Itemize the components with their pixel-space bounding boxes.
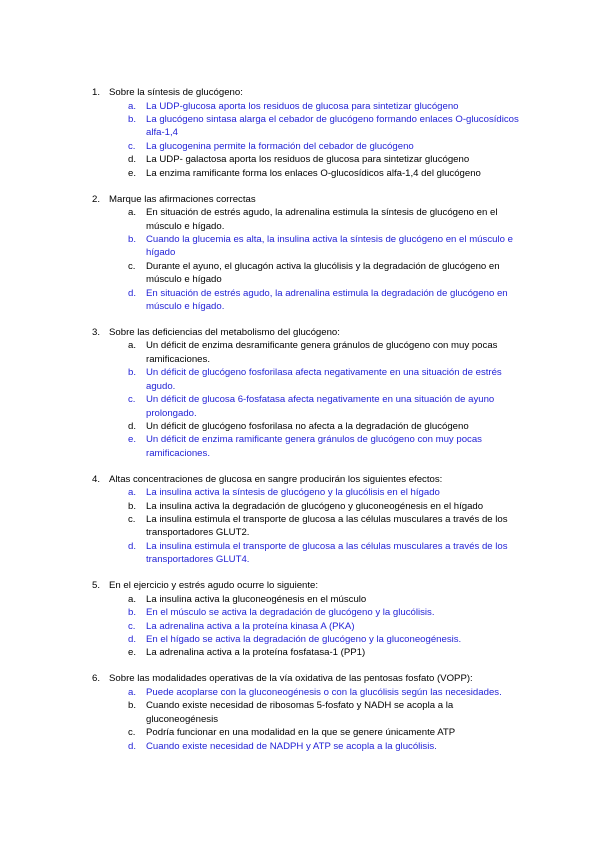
option-letter: d. (128, 540, 137, 552)
option-text: Un déficit de enzima desramificante genera gránulos de glucógeno con muy pocas ramificaciones. (146, 340, 498, 365)
option-letter: a. (128, 487, 137, 499)
option-letter: c. (128, 260, 136, 272)
option-text: La insulina activa la síntesis de glucógeno y la glucólisis en el hígado (146, 487, 440, 499)
answer-option (0, 233, 600, 260)
question-text: Altas concentraciones de glucosa en sangre producirán los siguientes efectos: (109, 473, 443, 485)
option-letter: d. (128, 287, 137, 299)
answer-option (0, 633, 600, 646)
answer-option (0, 740, 600, 753)
option-letter: d. (128, 154, 137, 166)
option-text: Cuando la glucemia es alta, la insulina activa la síntesis de glucógeno en el músculo e hígado (146, 233, 513, 259)
question-number: 1. (92, 87, 101, 98)
answer-option (0, 113, 600, 140)
answer-option (0, 500, 600, 513)
option-letter: b. (128, 607, 137, 619)
answer-option (0, 646, 600, 659)
answer-option (0, 513, 600, 540)
option-letter: a. (128, 207, 137, 219)
option-text: La UDP-glucosa aporta los residuos de glucosa para sintetizar glucógeno (146, 100, 459, 112)
question-6 (0, 672, 600, 753)
question-row (0, 193, 600, 207)
option-letter: a. (128, 593, 137, 605)
option-text: La insulina activa la degradación de glucógeno y gluconeogénesis en el hígado (146, 500, 484, 512)
document-body (0, 86, 600, 765)
answer-option (0, 699, 600, 726)
option-text: Puede acoplarse con la gluconeogénesis o con la glucólisis según las necesidades. (146, 686, 502, 698)
option-letter: c. (128, 514, 136, 526)
question-text: Sobre la síntesis de glucógeno: (109, 87, 243, 98)
answer-option (0, 726, 600, 739)
option-text: En situación de estrés agudo, la adrenalina estimula la degradación de glucógeno en músculo e hígado. (146, 287, 508, 312)
answer-option (0, 593, 600, 606)
question-number: 3. (92, 326, 101, 338)
question-row (0, 672, 600, 686)
answer-option (0, 206, 600, 233)
question-1 (0, 86, 600, 180)
answer-option (0, 366, 600, 393)
option-letter: d. (128, 740, 137, 752)
option-text: Podría funcionar en una modalidad en la que se genere únicamente ATP (146, 727, 456, 739)
question-row (0, 326, 600, 340)
option-letter: a. (128, 100, 137, 112)
question-row (0, 579, 600, 593)
question-text: Sobre las deficiencias del metabolismo del glucógeno: (109, 326, 340, 338)
answer-option (0, 486, 600, 499)
question-number: 2. (92, 193, 101, 205)
answer-option (0, 260, 600, 287)
question-number: 6. (92, 673, 101, 685)
option-text: Cuando existe necesidad de NADPH y ATP se acopla a la glucólisis. (146, 740, 437, 752)
option-letter: b. (128, 367, 137, 379)
question-text: En el ejercicio y estrés agudo ocurre lo siguiente: (109, 580, 319, 592)
question-2 (0, 193, 600, 314)
option-letter: a. (128, 686, 137, 698)
option-letter: e. (128, 647, 137, 659)
option-text: La glucógeno sintasa alarga el cebador de glucógeno formando enlaces O-glucosídicos alfa-1,4 (146, 114, 519, 139)
answer-option (0, 540, 600, 567)
answer-option (0, 606, 600, 619)
option-text: En el hígado se activa la degradación de glucógeno y la gluconeogénesis. (146, 633, 462, 645)
answer-option (0, 287, 600, 314)
answer-option (0, 167, 600, 180)
option-letter: e. (128, 167, 137, 179)
option-text: La adrenalina activa a la proteína kinasa A (PKA) (146, 620, 355, 632)
answer-option (0, 433, 600, 460)
option-letter: b. (128, 114, 137, 125)
question-row (0, 86, 600, 100)
option-text: La glucogenina permite la formación del cebador de glucógeno (146, 140, 414, 152)
question-text: Sobre las modalidades operativas de la vía oxidativa de las pentosas fosfato (VOPP): (109, 673, 473, 685)
answer-option (0, 153, 600, 166)
option-text: La insulina activa la gluconeogénesis en el músculo (146, 593, 367, 605)
option-letter: b. (128, 233, 137, 245)
option-text: Un déficit de glucógeno fosforilasa afecta negativamente en una situación de estrés agudo. (146, 367, 502, 392)
answer-option (0, 100, 600, 113)
answer-option (0, 420, 600, 433)
question-number: 5. (92, 580, 101, 592)
option-letter: d. (128, 633, 137, 645)
option-letter: c. (128, 140, 136, 152)
option-text: La insulina estimula el transporte de glucosa a las células musculares a través de los transportadores GLUT2. (146, 514, 508, 539)
option-text: Un déficit de enzima ramificante genera gránulos de glucógeno con muy pocas ramificaciones. (146, 434, 482, 459)
option-text: Durante el ayuno, el glucagón activa la glucólisis y la degradación de glucógeno en músculo e hígado (146, 260, 500, 286)
option-text: La adrenalina activa a la proteína fosfatasa-1 (PP1) (146, 647, 366, 659)
option-text: La insulina estimula el transporte de glucosa a las células musculares a través de los transportadores GLUT4. (146, 540, 508, 566)
question-5 (0, 579, 600, 660)
option-text: Cuando existe necesidad de ribosomas 5-fosfato y NADH se acopla a la gluconeogénesis (146, 700, 454, 725)
option-letter: d. (128, 420, 137, 432)
option-text: En situación de estrés agudo, la adrenalina estimula la síntesis de glucógeno en el músculo e hígado. (146, 207, 498, 232)
option-text: Un déficit de glucógeno fosforilasa no afecta a la degradación de glucógeno (146, 420, 469, 432)
question-4 (0, 473, 600, 567)
answer-option (0, 339, 600, 366)
option-text: Un déficit de glucosa 6-fosfatasa afecta negativamente en una situación de ayuno prolongado. (146, 394, 495, 419)
option-letter: b. (128, 500, 137, 512)
answer-option (0, 393, 600, 420)
option-text: En el músculo se activa la degradación de glucógeno y la glucólisis. (146, 607, 435, 619)
option-letter: c. (128, 727, 136, 739)
option-letter: e. (128, 434, 137, 446)
answer-option (0, 620, 600, 633)
question-row (0, 473, 600, 487)
option-letter: b. (128, 700, 137, 712)
option-letter: a. (128, 340, 137, 352)
option-text: La UDP- galactosa aporta los residuos de glucosa para sintetizar glucógeno (146, 154, 470, 166)
option-text: La enzima ramificante forma los enlaces O-glucosídicos alfa-1,4 del glucógeno (146, 167, 481, 179)
question-number: 4. (92, 473, 101, 485)
option-letter: c. (128, 394, 136, 406)
question-3 (0, 326, 600, 460)
answer-option (0, 140, 600, 153)
option-letter: c. (128, 620, 136, 632)
answer-option (0, 686, 600, 699)
question-text: Marque las afirmaciones correctas (109, 193, 256, 205)
